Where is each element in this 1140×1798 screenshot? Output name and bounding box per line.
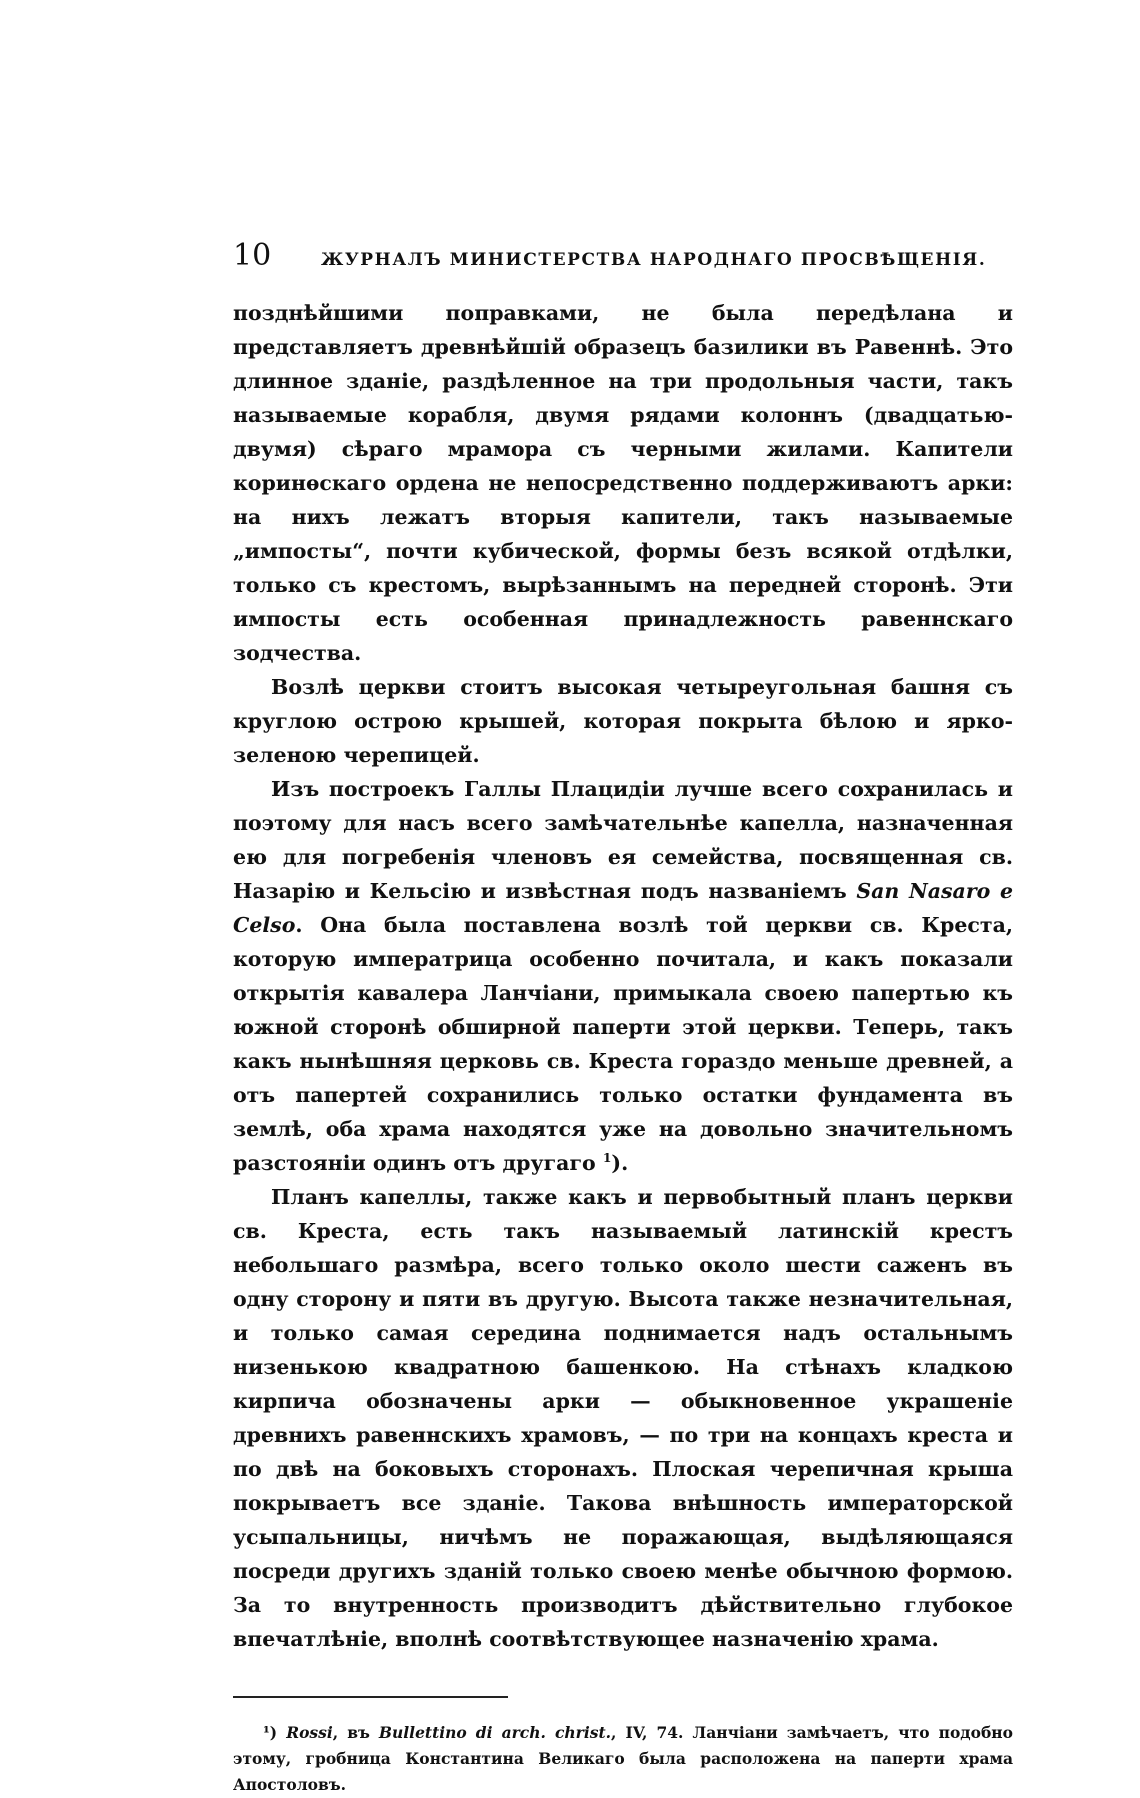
paragraph-3-text-b: . Она была поставлена возлѣ той церкви св. Креста, которую императрица особенно почитала, и какъ показали открытія кавалера Ланчіани, примыкала своею папертью къ южной сторонѣ обширной паперти этой церкви. Теперь, такъ какъ нынѣшняя церковь св. Креста гораздо меньше древней, а отъ папертей сохранились только остатки фундамента въ землѣ, оба храма находятся уже на довольно значительномъ разстояніи одинъ отъ другаго	[233, 913, 1013, 1175]
paragraph-3-text-a: Изъ построекъ Галлы Плацидіи лучше всего сохранилась и поэтому для насъ всего замѣчательнѣе капелла, назначенная ею для погребенія членовъ ея семейства, посвященная св. Назарію и Кельсію и извѣстная подъ названіемъ	[233, 777, 1013, 903]
footnote-author: Rossi	[286, 1723, 333, 1742]
paragraph-2: Возлѣ церкви стоитъ высокая четыреугольная башня съ круглою острою крышей, которая покрыта бѣлою и ярко-зеленою черепицей.	[233, 675, 1013, 767]
footnote	[233, 1720, 1013, 1798]
document-page	[233, 238, 1013, 1798]
paragraph-3-end: ).	[611, 1151, 629, 1175]
running-head: ЖУРНАЛЪ МИНИСТЕРСТВА НАРОДНАГО ПРОСВѢЩЕНІЯ.	[321, 250, 987, 270]
footnote-sep: , въ	[332, 1723, 379, 1742]
paragraph-4: Планъ капеллы, также какъ и первобытный планъ церкви св. Креста, есть такъ называемый латинскій крестъ небольшаго размѣра, всего только около шести саженъ въ одну сторону и пяти въ другую. Высота также незначительная, и только самая середина поднимается надъ остальнымъ низенькою квадратною башенкою. На стѣнахъ кладкою кирпича обозначены арки — обыкновенное украшеніе древнихъ равеннскихъ храмовъ, — по три на концахъ креста и по двѣ на боковыхъ сторонахъ. Плоская черепичная крыша покрываетъ все зданіе. Такова внѣшность императорской усыпальницы, ничѣмъ не поражающая, выдѣляющаяся посреди другихъ зданій только своею менѣе обычною формою. За то внутренность производитъ дѣйствительно глубокое впечатлѣніе, вполнѣ соотвѣтствующее назначенію храма.	[233, 1185, 1013, 1651]
page-header	[233, 238, 1013, 278]
paragraph-1: позднѣйшими поправками, не была передѣлана и представляетъ древнѣйшій образецъ базилики въ Равеннѣ. Это длинное зданіе, раздѣленное на три продольныя части, такъ называемые корабля, двумя рядами колоннъ (двадцатью-двумя) сѣраго мрамора съ черными жилами. Капители коринѳскаго ордена не непосредственно поддерживаютъ арки: на нихъ лежатъ вторыя капители, такъ называемые „импосты“, почти кубической, формы безъ всякой отдѣлки, только съ крестомъ, вырѣзаннымъ на передней сторонѣ. Эти импосты есть особенная принадлежность равеннскаго зодчества.	[233, 301, 1013, 665]
footnote-reference: 1	[602, 1150, 612, 1166]
church-name-italic: San Nasaro e Celso	[233, 879, 1013, 937]
footnote-journal: Bullettino di arch. christ.	[378, 1723, 611, 1742]
footnote-rest: , IV, 74. Ланчіани замѣчаетъ, что подобно этому, гробница Константина Великаго была расположена на паперти храма Апостоловъ.	[233, 1723, 1013, 1794]
footnote-marker: ¹)	[263, 1723, 278, 1742]
footnote-divider	[233, 1696, 508, 1698]
paragraph-3	[233, 772, 1013, 1180]
page-number: 10	[233, 238, 272, 273]
body-text	[233, 296, 1013, 1656]
